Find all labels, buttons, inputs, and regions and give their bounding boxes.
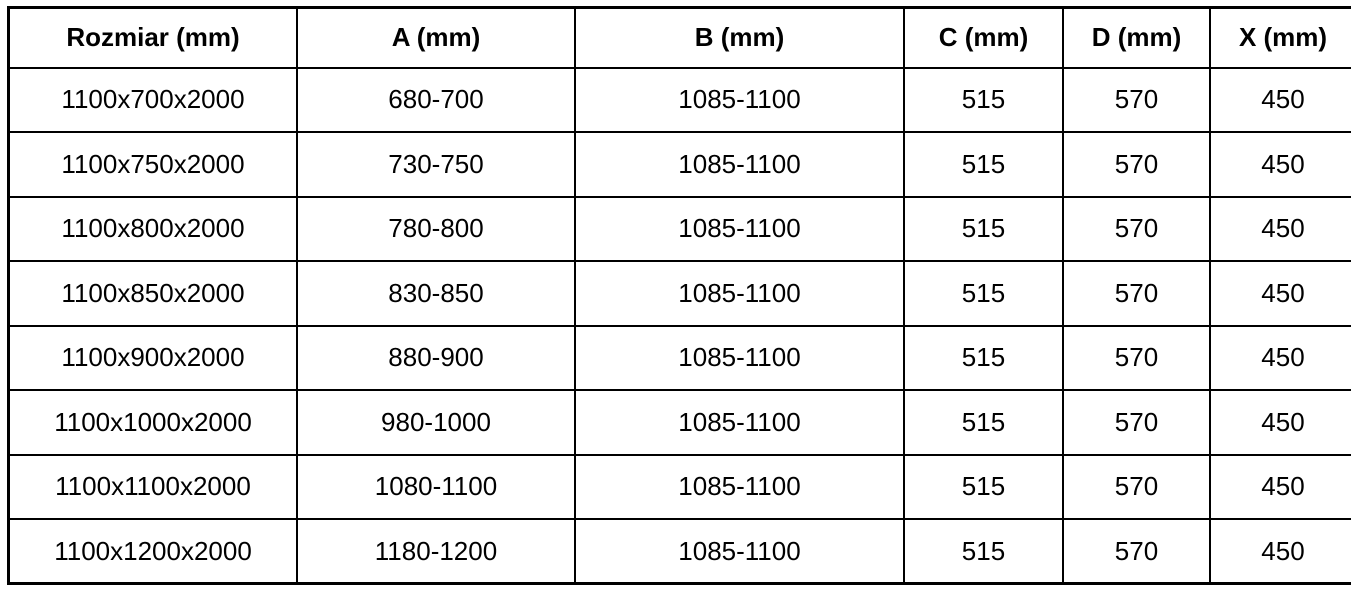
table-cell: 515 [904,197,1063,262]
table-cell: 450 [1210,261,1351,326]
table-cell: 570 [1063,326,1210,391]
table-cell: 450 [1210,390,1351,455]
table-cell: 570 [1063,197,1210,262]
table-cell: 1085-1100 [575,132,904,197]
table-cell: 1100x1000x2000 [9,390,298,455]
table-cell: 830-850 [297,261,575,326]
column-header-x: X (mm) [1210,8,1351,68]
table-cell: 1085-1100 [575,261,904,326]
header-row [9,8,1351,68]
table-cell: 1100x850x2000 [9,261,298,326]
table-cell: 450 [1210,132,1351,197]
column-header-rozmiar: Rozmiar (mm) [9,8,298,68]
table-cell: 515 [904,455,1063,520]
table-cell: 1100x700x2000 [9,68,298,133]
table-cell: 1100x750x2000 [9,132,298,197]
table-cell: 1100x900x2000 [9,326,298,391]
table-cell: 1085-1100 [575,197,904,262]
table-cell: 570 [1063,390,1210,455]
table-cell: 515 [904,326,1063,391]
table-cell: 450 [1210,197,1351,262]
table-cell: 1085-1100 [575,326,904,391]
table-cell: 680-700 [297,68,575,133]
table-cell: 515 [904,68,1063,133]
table-header [9,8,1351,68]
table-cell: 570 [1063,261,1210,326]
table-row [9,519,1351,584]
table-cell: 450 [1210,519,1351,584]
table-cell: 515 [904,261,1063,326]
table-cell: 1085-1100 [575,390,904,455]
table-cell: 1100x800x2000 [9,197,298,262]
table-cell: 1180-1200 [297,519,575,584]
table-cell: 1100x1200x2000 [9,519,298,584]
table-row [9,197,1351,262]
table-cell: 515 [904,519,1063,584]
table-cell: 1085-1100 [575,68,904,133]
table-cell: 450 [1210,326,1351,391]
table-body [9,68,1351,584]
table-cell: 1100x1100x2000 [9,455,298,520]
size-spec-table [7,6,1351,585]
column-header-d: D (mm) [1063,8,1210,68]
table-row [9,326,1351,391]
column-header-b: B (mm) [575,8,904,68]
table-cell: 570 [1063,132,1210,197]
table-cell: 450 [1210,455,1351,520]
table-cell: 1080-1100 [297,455,575,520]
table-cell: 450 [1210,68,1351,133]
column-header-a: A (mm) [297,8,575,68]
table-cell: 780-800 [297,197,575,262]
table-cell: 1085-1100 [575,519,904,584]
table-cell: 730-750 [297,132,575,197]
table-cell: 880-900 [297,326,575,391]
table-row [9,261,1351,326]
table-cell: 515 [904,390,1063,455]
table-cell: 570 [1063,455,1210,520]
table-row [9,132,1351,197]
column-header-c: C (mm) [904,8,1063,68]
table-cell: 980-1000 [297,390,575,455]
table-cell: 1085-1100 [575,455,904,520]
table-cell: 570 [1063,68,1210,133]
table-row [9,455,1351,520]
table-cell: 515 [904,132,1063,197]
table-row [9,68,1351,133]
table-cell: 570 [1063,519,1210,584]
table-row [9,390,1351,455]
